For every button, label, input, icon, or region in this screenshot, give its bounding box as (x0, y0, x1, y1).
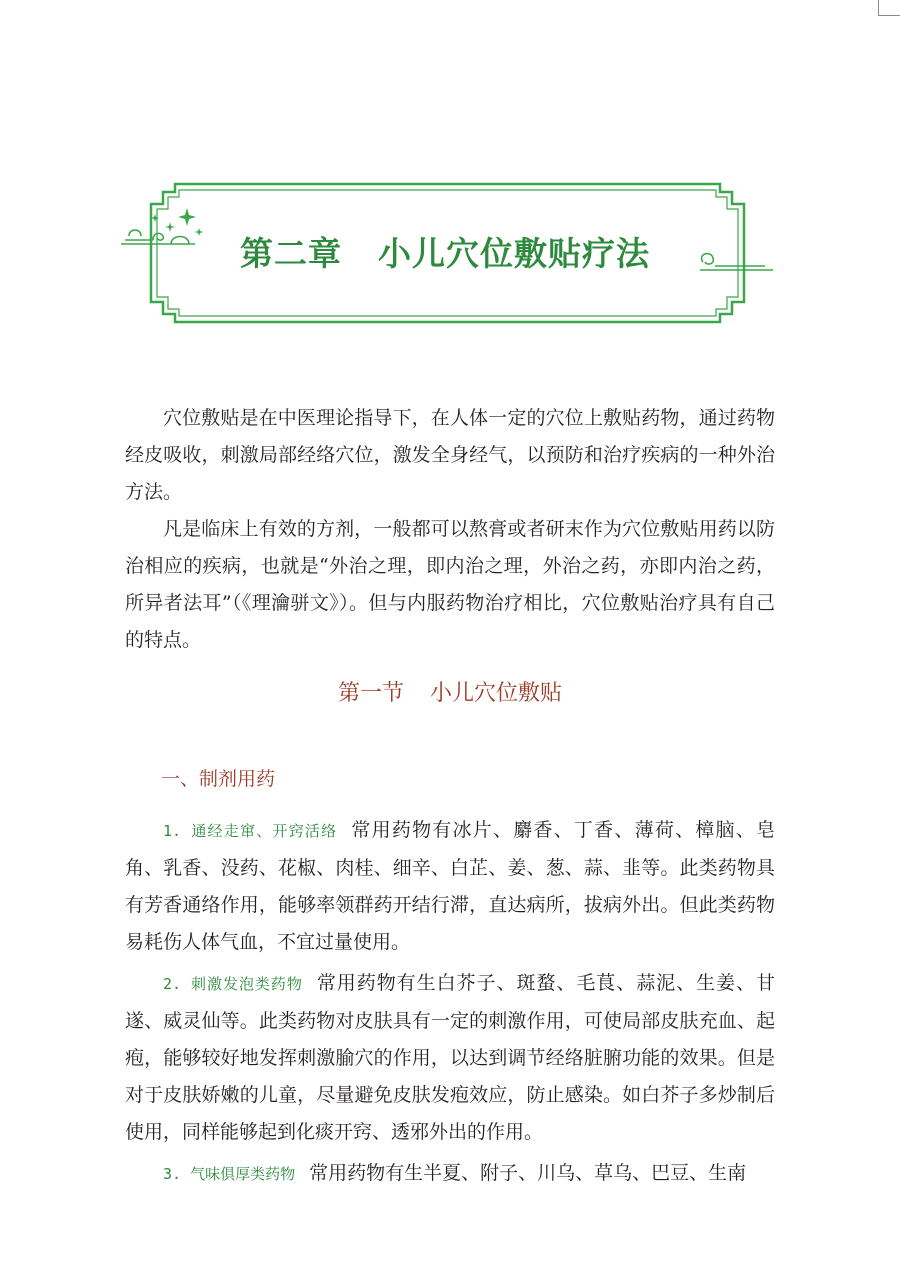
list-item (125, 812, 775, 961)
intro-paragraph: 凡是临床上有效的方剂，一般都可以熬膏或者研末作为穴位敷贴用药以防治相应的疾病，也就是“外治之理，即内治之理，外治之药，亦即内治之药，所异者法耳”（《理瀹骈文》）。但与内服药物治疗相比，穴位敷贴治疗具有自己的特点。 (125, 518, 775, 651)
section-number: 第一节 (337, 681, 404, 706)
item-text: 常用药物有生白芥子、斑蝥、毛茛、蒜泥、生姜、甘遂、威灵仙等。此类药物对皮肤具有一定的刺激作用，可使局部皮肤充血、起疱，能够较好地发挥刺激腧穴的作用，以达到调节经络脏腑功能的效果。但是对于皮肤娇嫩的儿童，尽量避免皮肤发疱效应，防止感染。如白芥子多炒制后使用，同样能够起到化痰开窍、透邪外出的作用。 (125, 972, 776, 1143)
item-list (125, 812, 775, 1197)
subsection-heading: 一、制剂用药 (161, 768, 276, 790)
item-text: 常用药物有冰片、麝香、丁香、薄荷、樟脑、皂角、乳香、没药、花椒、肉桂、细辛、白芷、姜、葱、蒜、韭等。此类药物具有芳香通络作用，能够率领群药开结行滞，直达病所，拔病外出。但此类药物易耗伤人体气血，不宜过量使用。 (125, 819, 775, 953)
intro-paragraph: 穴位敷贴是在中医理论指导下，在人体一定的穴位上敷贴药物，通过药物经皮吸收，刺激局部经络穴位，激发全身经气，以预防和治疗疾病的一种外治方法。 (125, 407, 775, 503)
section-title (0, 676, 900, 707)
chapter-title (240, 228, 760, 275)
item-text: 常用药物有生半夏、附子、川乌、草乌、巴豆、生南 (309, 1162, 747, 1184)
item-lead: 1. 通经走窜、开窍活络 (163, 822, 338, 840)
list-item (125, 1155, 775, 1193)
section-name: 小儿穴位敷贴 (430, 681, 563, 706)
chapter-number: 第二章 (240, 234, 342, 273)
item-lead: 2. 刺激发泡类药物 (163, 975, 303, 993)
page-corner-mark (878, 0, 900, 16)
intro-text (125, 400, 775, 659)
chapter-banner (115, 178, 775, 328)
item-lead: 3. 气味俱厚类药物 (163, 1165, 296, 1183)
list-item (125, 965, 775, 1151)
chapter-name: 小儿穴位敷贴疗法 (378, 234, 650, 273)
cloud-ornament-icon (121, 230, 195, 244)
